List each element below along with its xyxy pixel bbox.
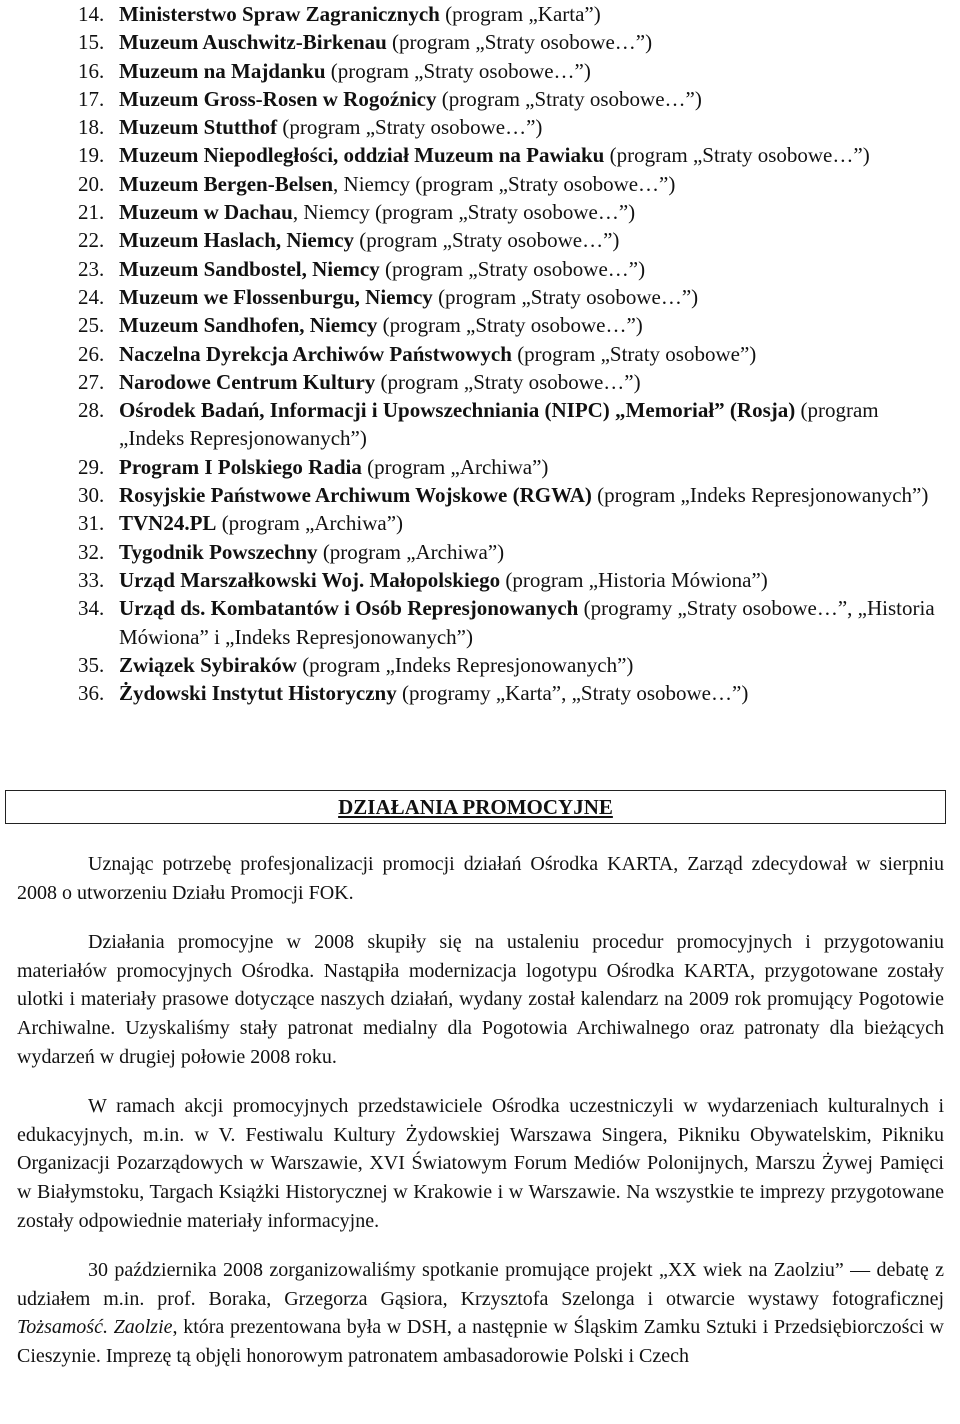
- list-item-number: 15.: [78, 30, 105, 55]
- list-item-text: [119, 141, 940, 169]
- list-item-number: 19.: [78, 143, 105, 168]
- list-item-text: [119, 509, 940, 537]
- list-item: [78, 57, 940, 85]
- list-item-number: 31.: [78, 511, 105, 536]
- list-item-text: [119, 396, 940, 453]
- list-item-number: 29.: [78, 454, 105, 479]
- list-item: [78, 368, 940, 396]
- list-item: [78, 481, 940, 509]
- organization-name: Ministerstwo Spraw Zagranicznych: [119, 2, 440, 26]
- list-item-text: [119, 566, 940, 594]
- list-item: [78, 198, 940, 226]
- program-note: (program „Straty osobowe…”): [377, 313, 643, 338]
- list-item-number: 27.: [78, 369, 105, 394]
- organization-name: Muzeum Sandhofen, Niemcy: [119, 313, 378, 338]
- list-item-number: 36.: [78, 681, 105, 706]
- list-item-text: [119, 198, 940, 226]
- list-item-text: [119, 311, 940, 339]
- paragraph-4: [17, 1256, 944, 1370]
- program-note: , Niemcy (program „Straty osobowe…”): [292, 200, 636, 225]
- program-note: (program „Straty osobowe…”): [325, 58, 591, 83]
- organization-name: Muzeum Gross-Rosen w Rogoźnicy: [119, 86, 437, 111]
- program-note: (program „Straty osobowe…”): [432, 284, 699, 309]
- list-item-text: [119, 0, 940, 28]
- list-item-number: 21.: [78, 200, 105, 225]
- list-item-text: [119, 594, 940, 651]
- list-item-text: [119, 453, 940, 481]
- organization-name: Muzeum na Majdanku: [119, 58, 326, 83]
- program-note: (program „Straty osobowe…”): [379, 256, 646, 281]
- organization-name: Muzeum we Flossenburgu, Niemcy: [119, 284, 433, 309]
- list-item-number: 20.: [78, 171, 105, 196]
- list-item-text: [119, 651, 940, 679]
- list-item: [78, 170, 940, 198]
- program-note: (program „Archiwa”): [361, 454, 549, 479]
- list-item: [78, 538, 940, 566]
- list-item-text: [119, 57, 940, 85]
- list-item-text: [119, 170, 940, 198]
- organization-list: [78, 0, 940, 707]
- program-note: , Niemcy (program „Straty osobowe…”): [333, 171, 676, 196]
- list-item: [78, 0, 940, 28]
- list-item: [78, 311, 940, 339]
- organization-name: Ośrodek Badań, Informacji i Upowszechniania (NIPC) „Memoriał” (Rosja): [119, 398, 796, 423]
- paragraph-4-italic-title: Tożsamość. Zaolzie: [17, 1316, 173, 1339]
- program-note: (program „Indeks Represjonowanych”): [591, 483, 929, 508]
- organization-name: Narodowe Centrum Kultury: [119, 369, 376, 394]
- list-item: [78, 255, 940, 283]
- organization-name: Muzeum Auschwitz-Birkenau: [119, 30, 387, 55]
- list-item-text: [119, 85, 940, 113]
- organization-name: Muzeum Bergen-Belsen: [119, 171, 334, 196]
- program-note: (program „Straty osobowe…”): [436, 86, 702, 111]
- organization-name: Muzeum w Dachau: [119, 200, 293, 225]
- paragraph-4-text-a: 30 października 2008 zorganizowaliśmy spotkanie promujące projekt „XX wiek na Zaolziu” — debatę z udziałem m.in. prof. Boraka, Grzegorza Gąsiora, Krzysztofa Szelonga i otwarcie wystawy fotograficznej: [17, 1259, 944, 1310]
- list-item-number: 33.: [78, 567, 105, 592]
- program-note: (programy „Straty osobowe…”, „Historia Mówiona” i „Indeks Represjonowanych”): [119, 596, 935, 649]
- list-item-text: [119, 283, 940, 311]
- program-note: (programy „Karta”, „Straty osobowe…”): [396, 681, 749, 706]
- list-item-text: [119, 481, 940, 509]
- list-item: [78, 113, 940, 141]
- list-item: [78, 396, 940, 453]
- list-item-text: [119, 255, 940, 283]
- organization-name: Urząd ds. Kombatantów i Osób Represjonowanych: [119, 596, 579, 621]
- program-note: (program „Archiwa”): [317, 539, 505, 564]
- paragraph-4-text-b: , która prezentowana była w DSH, a następnie w Śląskim Zamku Sztuki i Przedsiębiorczości w Cieszynie. Imprezę tą objęli honorowym patronatem ambasadorowie Polski i Czech: [17, 1316, 944, 1367]
- organization-name: Tygodnik Powszechny: [119, 539, 318, 564]
- list-item: [78, 509, 940, 537]
- list-item-text: [119, 340, 940, 368]
- list-item-text: [119, 679, 940, 707]
- program-note: (program „Indeks Represjonowanych”): [296, 652, 634, 677]
- list-item-number: 35.: [78, 652, 105, 677]
- program-note: (program „Straty osobowe…”): [604, 143, 870, 168]
- list-item: [78, 226, 940, 254]
- list-item: [78, 453, 940, 481]
- organization-name: Urząd Marszałkowski Woj. Małopolskiego: [119, 567, 501, 592]
- organization-name: Rosyjskie Państwowe Archiwum Wojskowe (RGWA): [119, 483, 592, 508]
- list-item-number: 32.: [78, 539, 105, 564]
- list-item: [78, 283, 940, 311]
- list-item: [78, 566, 940, 594]
- organization-name: Muzeum Haslach, Niemcy: [119, 228, 355, 253]
- paragraph-3: W ramach akcji promocyjnych przedstawiciele Ośrodka uczestniczyli w wydarzeniach kulturalnych i edukacyjnych, m.in. w V. Festiwalu Kultury Żydowskiej Warszawa Singera, Pikniku Obywatelskim, Pikniku Organizacji Pozarządowych w Warszawie, XVI Światowym Forum Mediów Polonijnych, Marszu Żywej Pamięci w Białymstoku, Targach Książki Historycznej w Krakowie i w Warszawie. Na wszystkie te imprezy przygotowane zostały odpowiednie materiały informacyjne.: [17, 1095, 944, 1232]
- paragraph-1: Uznając potrzebę profesjonalizacji promocji działań Ośrodka KARTA, Zarząd zdecydował w sierpniu 2008 o utworzeniu Działu Promocji FOK.: [17, 853, 944, 904]
- list-item: [78, 594, 940, 651]
- list-item-number: 23.: [78, 256, 105, 281]
- program-note: (program „Straty osobowe…”): [354, 228, 620, 253]
- program-note: (program „Karta”): [439, 2, 601, 26]
- program-note: (program „Archiwa”): [216, 511, 404, 536]
- list-item-number: 18.: [78, 115, 105, 140]
- organization-name: Muzeum Stutthof: [119, 115, 278, 140]
- list-item: [78, 340, 940, 368]
- list-item-number: 26.: [78, 341, 105, 366]
- organization-name: Muzeum Sandbostel, Niemcy: [119, 256, 380, 281]
- list-item-number: 28.: [78, 398, 105, 423]
- list-item-number: 17.: [78, 86, 105, 111]
- program-note: (program „Straty osobowe…”): [375, 369, 641, 394]
- organization-name: Związek Sybiraków: [119, 652, 297, 677]
- list-item-text: [119, 538, 940, 566]
- organization-name: Program I Polskiego Radia: [119, 454, 362, 479]
- list-item-number: 16.: [78, 58, 105, 83]
- list-item: [78, 28, 940, 56]
- list-item: [78, 651, 940, 679]
- list-item-number: 22.: [78, 228, 105, 253]
- promotion-section: [17, 850, 944, 1371]
- section-heading-box: [5, 790, 946, 824]
- list-item-number: 30.: [78, 483, 105, 508]
- program-note: (program „Historia Mówiona”): [500, 567, 768, 592]
- program-note: (program „Indeks Represjonowanych”): [119, 398, 879, 451]
- organization-name: TVN24.PL: [119, 511, 217, 536]
- list-item-text: [119, 28, 940, 56]
- list-item-text: [119, 368, 940, 396]
- list-item: [78, 85, 940, 113]
- list-item: [78, 141, 940, 169]
- program-note: (program „Straty osobowe…”): [277, 115, 543, 140]
- list-item-number: 34.: [78, 596, 105, 621]
- program-note: (program „Straty osobowe”): [511, 341, 757, 366]
- list-item-text: [119, 113, 940, 141]
- list-item-number: 25.: [78, 313, 105, 338]
- program-note: (program „Straty osobowe…”): [386, 30, 653, 55]
- list-item-number: 14.: [78, 2, 105, 26]
- organization-name: Muzeum Niepodległości, oddział Muzeum na Pawiaku: [119, 143, 605, 168]
- organization-name: Naczelna Dyrekcja Archiwów Państwowych: [119, 341, 512, 366]
- paragraph-2: Działania promocyjne w 2008 skupiły się na ustaleniu procedur promocyjnych i przygotowaniu materiałów promocyjnych Ośrodka. Nastąpiła modernizacja logotypu Ośrodka KARTA, przygotowane zostały ulotki i materiały prasowe dotyczące naszych działań, wydany został kalendarz na 2009 rok promujący Pogotowie Archiwalne. Uzyskaliśmy stały patronat medialny dla Pogotowia Archiwalnego oraz patronaty dla bieżących wydarzeń w drugiej połowie 2008 roku.: [17, 931, 944, 1068]
- list-item-number: 24.: [78, 284, 105, 309]
- organization-name: Żydowski Instytut Historyczny: [119, 681, 397, 706]
- section-heading: DZIAŁANIA PROMOCYJNE: [338, 795, 613, 819]
- list-item-text: [119, 226, 940, 254]
- list-item: [78, 679, 940, 707]
